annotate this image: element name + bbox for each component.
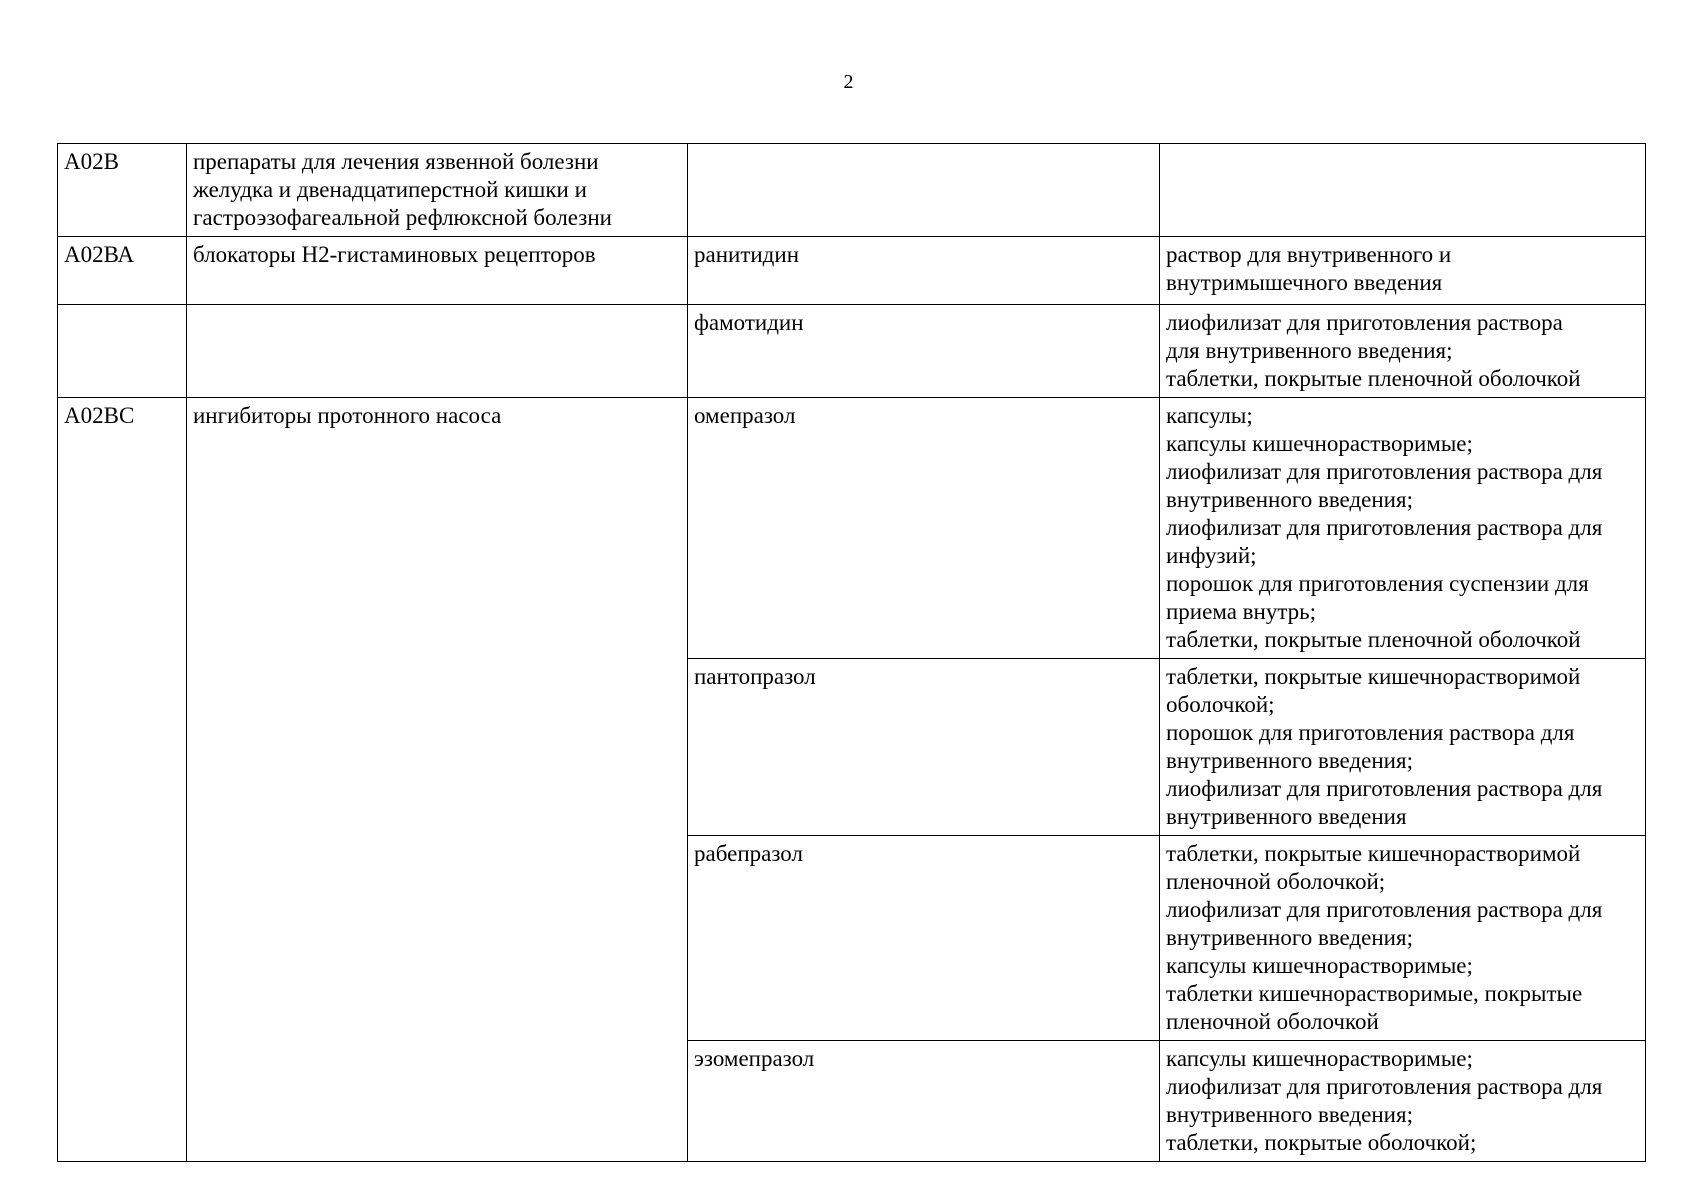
dosage-forms-cell: капсулы кишечнорастворимые; лиофилизат для приготовления раствора для внутривенного введения; таблетки, покрытые оболочкой;	[1160, 1041, 1646, 1162]
table-row	[58, 398, 1646, 659]
pharmacological-group-cell: препараты для лечения язвенной болезни желудка и двенадцатиперстной кишки и гастроэзофагеальной рефлюксной болезни	[187, 144, 688, 237]
pharmacological-group-cell: блокаторы Н2-гистаминовых рецепторов	[187, 237, 688, 305]
drug-name-cell	[688, 144, 1160, 237]
dosage-forms-cell: капсулы; капсулы кишечнорастворимые; лиофилизат для приготовления раствора для внутривенного введения; лиофилизат для приготовления раствора для инфузий; порошок для приготовления суспензии для приема внутрь; таблетки, покрытые пленочной оболочкой	[1160, 398, 1646, 659]
drug-name-cell: омепразол	[688, 398, 1160, 659]
dosage-forms-cell	[1160, 144, 1646, 237]
atc-code-cell	[58, 305, 187, 398]
pharmacological-group-cell: ингибиторы протонного насоса	[187, 398, 688, 1162]
dosage-forms-cell: таблетки, покрытые кишечнорастворимой оболочкой; порошок для приготовления раствора для внутривенного введения; лиофилизат для приготовления раствора для внутривенного введения	[1160, 659, 1646, 836]
page-number: 2	[843, 71, 854, 93]
dosage-forms-cell: таблетки, покрытые кишечнорастворимой пленочной оболочкой; лиофилизат для приготовления раствора для внутривенного введения; капсулы кишечнорастворимые; таблетки кишечнорастворимые, покрытые пленочной оболочкой	[1160, 836, 1646, 1041]
pharmacological-group-cell	[187, 305, 688, 398]
dosage-forms-cell: лиофилизат для приготовления раствора для внутривенного введения; таблетки, покрытые пленочной оболочкой	[1160, 305, 1646, 398]
drug-name-cell: рабепразол	[688, 836, 1160, 1041]
atc-code-cell: А02В	[58, 144, 187, 237]
drug-name-cell: эзомепразол	[688, 1041, 1160, 1162]
atc-code-cell: А02ВС	[58, 398, 187, 1162]
drug-name-cell: фамотидин	[688, 305, 1160, 398]
table-row	[58, 144, 1646, 237]
table-row	[58, 237, 1646, 305]
drug-name-cell: пантопразол	[688, 659, 1160, 836]
dosage-forms-cell: раствор для внутривенного и внутримышечного введения	[1160, 237, 1646, 305]
table-row	[58, 305, 1646, 398]
atc-code-cell: А02ВА	[58, 237, 187, 305]
drug-table	[57, 143, 1646, 1162]
drug-name-cell: ранитидин	[688, 237, 1160, 305]
